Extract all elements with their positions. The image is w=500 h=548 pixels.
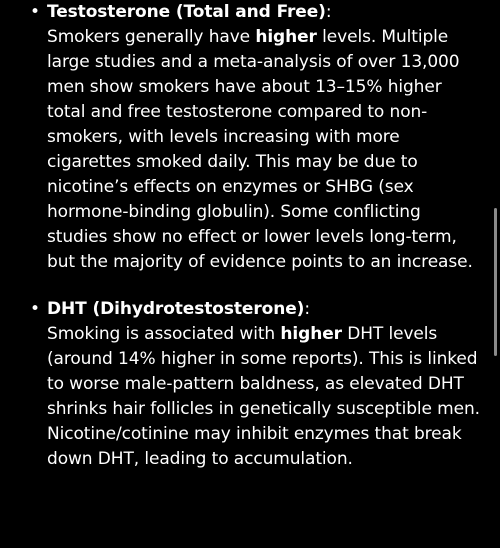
bullet: • bbox=[30, 299, 40, 319]
emphasis-text: higher bbox=[255, 27, 317, 47]
heading-colon: : bbox=[304, 299, 310, 319]
body-text: levels. Multiple large studies and a meta-analysis of over 13,000 men show smokers have about 13–15% higher total and free testosterone compared to non-smokers, with levels increasing with more cigarettes smoked daily. This may be due to nicotine’s effects on enzymes or SHBG (sex hormone-binding globulin). Some conflicting studies show no effect or lower levels long-term, but the majority of evidence points to an increase. bbox=[47, 27, 473, 272]
body-text: Smokers generally have bbox=[47, 27, 256, 47]
list-item-body bbox=[47, 25, 484, 275]
list-item-heading: Testosterone (Total and Free) bbox=[47, 2, 326, 22]
list-item-heading: DHT (Dihydrotestosterone) bbox=[47, 299, 305, 319]
bullet: • bbox=[30, 2, 40, 22]
body-text: DHT levels (around 14% higher in some reports). This is linked to worse male-pattern baldness, as elevated DHT shrinks hair follicles in genetically susceptible men. Nicotine/cotinine may inhibit enzymes that break down DHT, leading to accumulation. bbox=[47, 324, 480, 469]
list-item-body bbox=[47, 322, 484, 472]
scrollbar-thumb[interactable] bbox=[494, 208, 497, 356]
emphasis-text: higher bbox=[280, 324, 342, 344]
heading-colon: : bbox=[325, 2, 332, 22]
list-item-dht bbox=[0, 297, 500, 472]
body-text: Smoking is associated with bbox=[47, 324, 281, 344]
